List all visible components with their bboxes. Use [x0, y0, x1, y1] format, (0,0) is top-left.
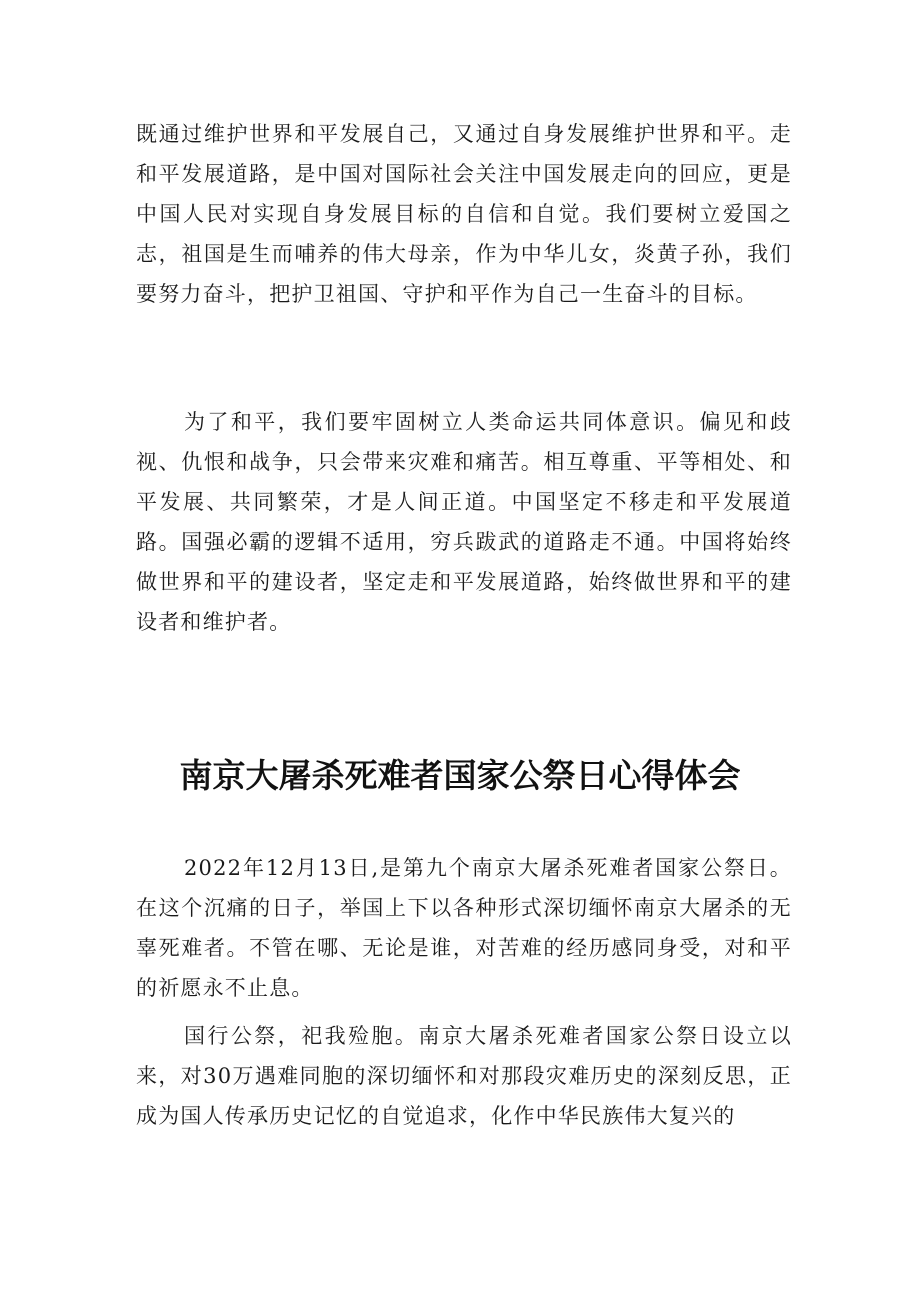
paragraph-memorial-day: 2022年12月13日,是第九个南京大屠杀死难者国家公祭日。在这个沉痛的日子，举国上下以各种形式深切缅怀南京大屠杀的无辜死难者。不管在哪、无论是谁，对苦难的经历感同身受，对和平的祈愿永不止息。 [136, 856, 792, 1000]
paragraph-community-shared-future: 为了和平，我们要牢固树立人类命运共同体意识。偏见和歧视、仇恨和战争，只会带来灾难和痛苦。相互尊重、平等相处、和平发展、共同繁荣，才是人间正道。中国坚定不移走和平发展道路。国强必霸的逻辑不适用，穷兵跋武的道路走不通。中国将始终做世界和平的建设者，坚定走和平发展道路，始终做世界和平的建设者和维护者。 [136, 410, 792, 634]
section-title: 南京大屠杀死难者国家公祭日心得体会 [179, 756, 741, 795]
paragraph-national-memorial: 国行公祭，祀我殓胞。南京大屠杀死难者国家公祭日设立以来，对30万遇难同胞的深切缅怀和对那段灾难历史的深刻反思，正成为国人传承历史记忆的自觉追求，化作中华民族伟大复兴的 [136, 1024, 792, 1128]
paragraph-peace-development: 既通过维护世界和平发展自己，又通过自身发展维护世界和平。走和平发展道路，是中国对国际社会关注中国发展走向的回应，更是中国人民对实现自身发展目标的自信和自觉。我们要树立爱国之志，祖国是生而哺养的伟大母亲，作为中华儿女，炎黄子孙，我们要努力奋斗，把护卫祖国、守护和平作为自己一生奋斗的目标。 [136, 122, 792, 306]
